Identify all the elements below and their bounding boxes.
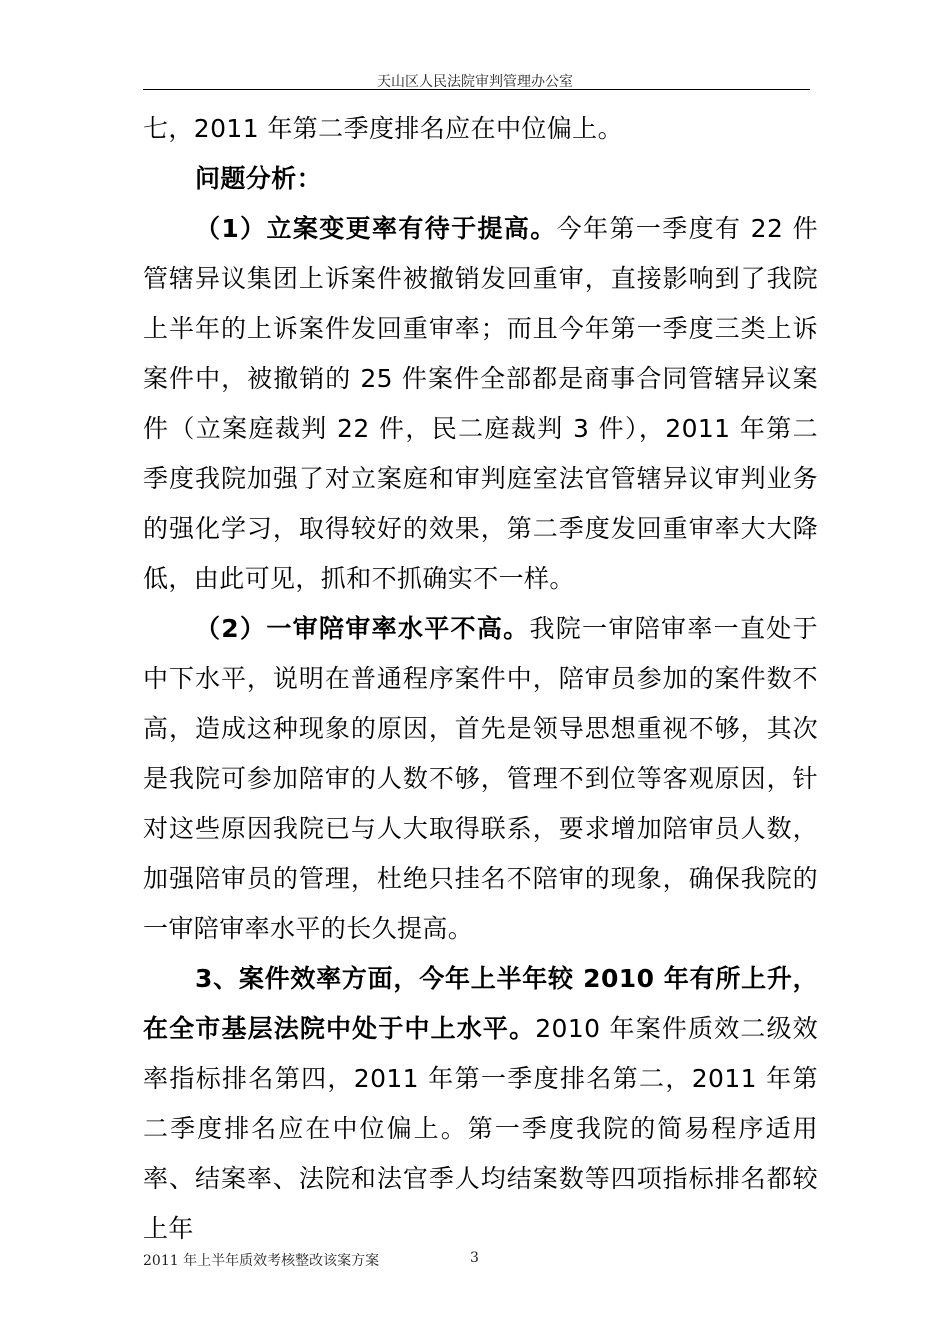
- document-body: [143, 104, 818, 1254]
- paragraph-jury-rate-heading: （2）一审陪审率水平不高。: [195, 614, 530, 643]
- footer-page-number: 3: [470, 1250, 479, 1266]
- paragraph-case-efficiency: [143, 954, 818, 1254]
- paragraph-filing-change-rate-text: 今年第一季度有 22 件管辖异议集团上诉案件被撤销发回重审，直接影响到了我院上半年的上诉案件发回重审率；而且今年第一季度三类上诉案件中，被撤销的 25 件案件全部都是商事合同管辖异议案件（立案庭裁判 22 件，民二庭裁判 3 件），2011 年第二季度我院加强了对立案庭和审判庭室法官管辖异议审判业务的强化学习，取得较好的效果，第二季度发回重审率大大降低，由此可见，抓和不抓确实不一样。: [143, 214, 818, 593]
- paragraph-case-efficiency-heading: 3、案件效率方面，今年上半年较 2010 年有所上升，在全市基层法院中处于中上水平。: [143, 964, 818, 1043]
- paragraph-jury-rate-text: 我院一审陪审率一直处于中下水平，说明在普通程序案件中，陪审员参加的案件数不高，造成这种现象的原因，首先是领导思想重视不够，其次是我院可参加陪审的人数不够，管理不到位等客观原因，针对这些原因我院已与人大取得联系，要求增加陪审员人数，加强陪审员的管理，杜绝只挂名不陪审的现象，确保我院的一审陪审率水平的长久提高。: [143, 614, 818, 943]
- paragraph-ranking-note: 七，2011 年第二季度排名应在中位偏上。: [143, 114, 623, 143]
- footer-document-title: 2011 年上半年质效考核整改该案方案: [143, 1253, 380, 1269]
- paragraph-jury-rate: [143, 604, 818, 954]
- paragraph-problem-analysis-heading: 问题分析：: [195, 164, 323, 193]
- paragraph-filing-change-rate: [143, 204, 818, 604]
- header-divider: [143, 89, 810, 90]
- paragraph-filing-change-rate-heading: （1）立案变更率有待于提高。: [195, 214, 557, 243]
- page-header-title: 天山区人民法院审判管理办公室: [377, 74, 573, 90]
- paragraph-case-efficiency-text: 2010 年案件质效二级效率指标排名第四，2011 年第一季度排名第二，2011 年第二季度排名应在中位偏上。第一季度我院的简易程序适用率、结案率、法院和法官季人均结案数等四项指标排名都较上年: [143, 1014, 818, 1243]
